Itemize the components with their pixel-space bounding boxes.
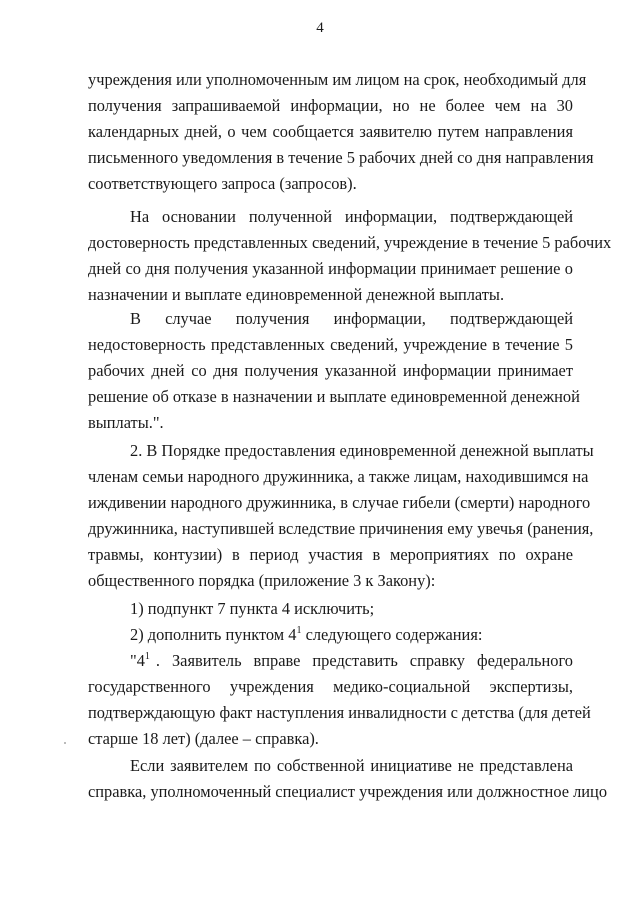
text-line: дружинника, наступившей вследствие причинения ему увечья (ранения, <box>88 519 594 538</box>
text-line: календарных дней, о чем сообщается заявителю путем направления <box>88 122 573 141</box>
text-line: достоверность представленных сведений, учреждение в течение 5 рабочих <box>88 233 612 252</box>
text-line: назначении и выплате единовременной денежной выплаты. <box>88 285 505 304</box>
text-line: иждивении народного дружинника, в случае гибели (смерти) народного <box>88 493 591 512</box>
text-line: общественного порядка (приложение 3 к Закону): <box>88 571 436 590</box>
superscript: 1 <box>144 650 150 662</box>
text-line: выплаты.". <box>88 413 164 432</box>
text-segment: 2) дополнить пунктом 4 <box>130 625 297 644</box>
list-item <box>130 625 573 645</box>
text-line: решение об отказе в назначении и выплате единовременной денежной <box>88 387 580 406</box>
text-line: рабочих дней со дня получения указанной информации принимает <box>88 361 573 380</box>
superscript: 1 <box>296 624 302 636</box>
text-line: справка, уполномоченный специалист учреждения или должностное лицо <box>88 782 608 801</box>
text-segment: следующего содержания: <box>301 625 483 644</box>
text-line: соответствующего запроса (запросов). <box>88 174 357 193</box>
text-segment: "$4^1$ <box>130 650 150 670</box>
text-line: государственного учреждения медико-социальной экспертизы, <box>88 677 573 696</box>
scan-mark <box>64 742 66 744</box>
text-line: 2. В Порядке предоставления единовременной денежной выплаты <box>130 441 594 460</box>
text-line: На основании полученной информации, подтверждающей <box>130 207 573 226</box>
text-line: членам семьи народного дружинника, а также лицам, находившимся на <box>88 467 589 486</box>
text-line: старше 18 лет) (далее – справка). <box>88 729 319 748</box>
text-line: получения запрашиваемой информации, но не более чем на 30 <box>88 96 573 115</box>
text-line: Если заявителем по собственной инициативе не представлена <box>130 756 573 775</box>
list-item: 1) подпункт 7 пункта 4 исключить; <box>130 599 375 618</box>
text-line: недостоверность представленных сведений, учреждение в течение 5 <box>88 335 573 354</box>
text-line-flex <box>130 651 573 671</box>
text-line <box>130 651 573 671</box>
text-line: учреждения или уполномоченным им лицом на срок, необходимый для <box>88 70 587 89</box>
text-line: дней со дня получения указанной информации принимает решение о <box>88 259 573 278</box>
page-number: 4 <box>316 20 324 36</box>
text-line: подтверждающую факт наступления инвалидности с детства (для детей <box>88 703 591 722</box>
text-line: В случае получения информации, подтверждающей <box>130 309 573 328</box>
text-line: письменного уведомления в течение 5 рабочих дней со дня направления <box>88 148 594 167</box>
text-line: травмы, контузии) в период участия в мероприятиях по охране <box>88 545 573 564</box>
text-segment: . Заявитель вправе представить справку федерального <box>155 651 573 670</box>
